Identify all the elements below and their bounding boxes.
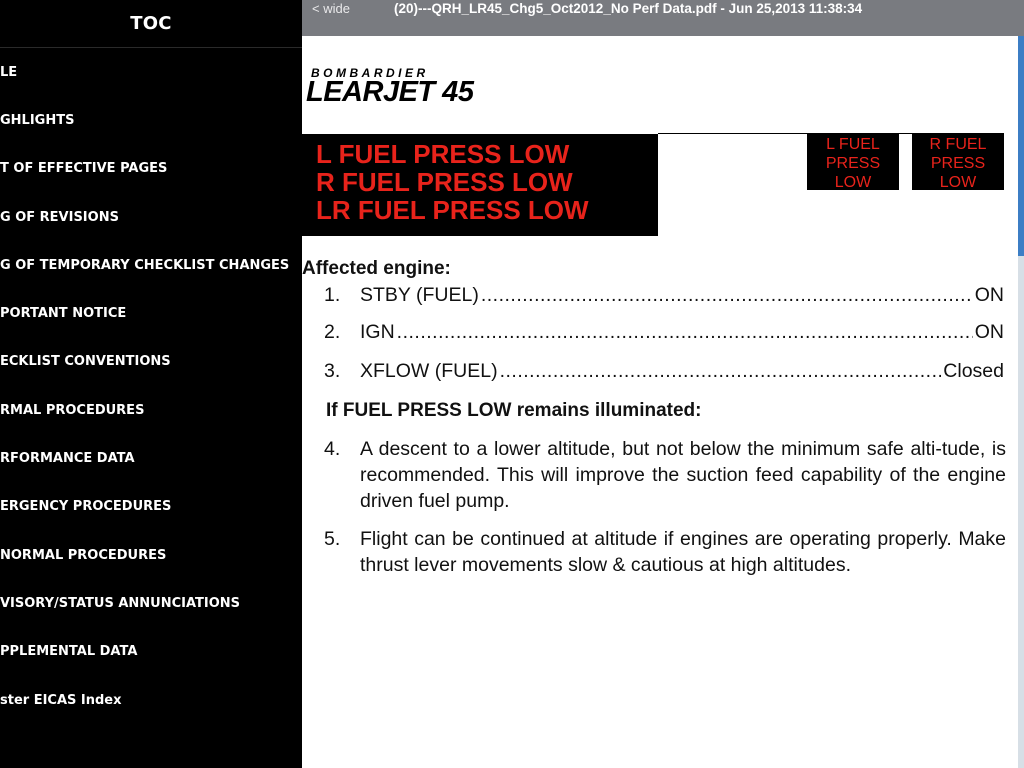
toc-item-label: GHLIGHTS	[0, 112, 75, 128]
toc-item[interactable]	[0, 289, 302, 337]
document-toolbar	[302, 0, 1024, 36]
leader-dots	[500, 360, 942, 383]
toc-item-label: ster EICAS Index	[0, 692, 122, 708]
annunciator-line: PRESS	[825, 155, 881, 172]
toc-item-label: G OF TEMPORARY CHECKLIST CHANGES	[0, 257, 290, 273]
bombardier-learjet-logo	[306, 66, 473, 107]
annunciator-line: LOW	[939, 174, 977, 191]
step-label: IGN	[360, 321, 395, 343]
toc-item-label: ECKLIST CONVENTIONS	[0, 354, 171, 370]
toc-item-label: G OF REVISIONS	[0, 209, 119, 225]
step-number: 3.	[324, 360, 341, 382]
scrollbar-thumb[interactable]	[1018, 36, 1024, 256]
toc-item[interactable]	[0, 193, 302, 241]
checklist-step	[324, 284, 1004, 307]
step-value: ON	[974, 284, 1004, 306]
toc-item[interactable]	[0, 628, 302, 676]
toc-item-label: PORTANT NOTICE	[0, 306, 127, 322]
paragraph-text: A descent to a lower altitude, but not below the minimum safe alti-tude, is recommended. This will improve the suction feed capability of the engine driven fuel pump.	[360, 438, 1006, 512]
toc-item[interactable]	[0, 483, 302, 531]
toc-item[interactable]	[0, 241, 302, 289]
toc-item[interactable]	[0, 531, 302, 579]
warning-line: L FUEL PRESS LOW	[316, 139, 570, 169]
step-value: Closed	[943, 360, 1004, 382]
toc-item-label: ERGENCY PROCEDURES	[0, 499, 172, 515]
toc-item[interactable]	[0, 434, 302, 482]
annunciator-r-fuel-press-low	[912, 134, 1004, 190]
toc-item[interactable]	[0, 386, 302, 434]
annunciator-line: PRESS	[930, 155, 986, 172]
toc-item[interactable]	[0, 145, 302, 193]
toc-item-label: PPLEMENTAL DATA	[0, 644, 138, 660]
warning-line: LR FUEL PRESS LOW	[316, 195, 589, 225]
document-title: (20)---QRH_LR45_Chg5_Oct2012_No Perf Data.pdf - Jun 25,2013 11:38:34	[394, 1, 863, 16]
toc-item-label: RFORMANCE DATA	[0, 451, 135, 467]
section-heading: Affected engine:	[302, 258, 451, 279]
document-page[interactable]	[302, 36, 1018, 768]
checklist-paragraph	[324, 526, 1006, 578]
annunciator-line: L FUEL	[826, 136, 880, 153]
wide-button[interactable]: < wide	[312, 1, 350, 16]
toc-item[interactable]	[0, 676, 302, 724]
toc-item-label: T OF EFFECTIVE PAGES	[0, 161, 168, 177]
step-number: 5.	[324, 528, 341, 550]
toc-item[interactable]	[0, 48, 302, 96]
logo-brand: BOMBARDIER	[311, 66, 429, 80]
step-label: STBY (FUEL)	[360, 284, 479, 306]
toc-item-label: NORMAL PROCEDURES	[0, 547, 167, 563]
warning-message-box	[302, 134, 658, 236]
subheading: If FUEL PRESS LOW remains illuminated:	[326, 400, 702, 421]
annunciator-l-fuel-press-low	[807, 134, 899, 190]
leader-dots	[397, 321, 973, 344]
toc-item[interactable]	[0, 579, 302, 627]
step-number: 2.	[324, 321, 341, 343]
annunciator-line: R FUEL	[929, 136, 987, 153]
warning-line: R FUEL PRESS LOW	[316, 167, 573, 197]
toc-item-label: LE	[0, 64, 18, 80]
toc-item[interactable]	[0, 338, 302, 386]
leader-dots	[481, 284, 973, 307]
checklist-step	[324, 321, 1004, 344]
checklist-step	[324, 360, 1004, 383]
step-number: 4.	[324, 438, 341, 460]
checklist-paragraph	[324, 436, 1006, 514]
logo-model: LEARJET 45	[306, 76, 474, 108]
toc-item-label: RMAL PROCEDURES	[0, 402, 145, 418]
step-label: XFLOW (FUEL)	[360, 360, 498, 382]
step-value: ON	[974, 321, 1004, 343]
toc-list	[0, 48, 302, 724]
annunciator-line: LOW	[834, 174, 872, 191]
toc-title: TOC	[0, 0, 302, 48]
paragraph-text: Flight can be continued at altitude if engines are operating properly. Make thrust lever movements slow & cautious at high altitudes.	[360, 528, 1006, 576]
toc-item-label: VISORY/STATUS ANNUNCIATIONS	[0, 595, 241, 611]
toc-item[interactable]	[0, 96, 302, 144]
step-number: 1.	[324, 284, 341, 306]
toc-sidebar	[0, 0, 302, 768]
